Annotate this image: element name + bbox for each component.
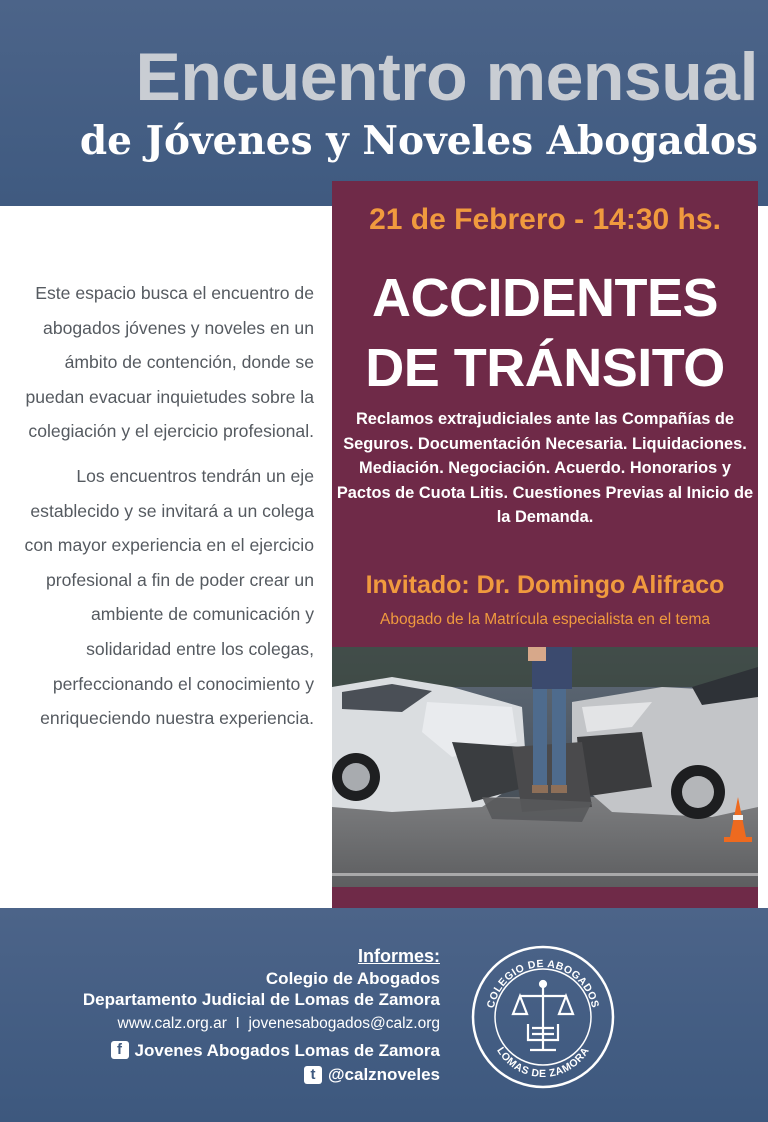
twitter-icon: t: [304, 1066, 322, 1084]
event-topic-line-2: DE TRÁNSITO: [365, 338, 725, 398]
twitter-row[interactable]: [83, 1064, 440, 1086]
car-crash-illustration: [332, 647, 758, 887]
intro-text: [22, 276, 314, 736]
informes-label: Informes:: [357, 946, 440, 966]
intro-paragraph-2: Los encuentros tendrán un eje establecido y se invitará a un colega con mayor experiencia en el ejercicio profesional a fin de poder crear un ambiente de comunicación y solidaridad entre los colegas, perfeccionando el conocimiento y enriqueciendo nuestra experiencia.: [24, 465, 314, 729]
separator: I: [235, 1014, 240, 1032]
logo-bottom-text: LOMAS DE ZAMORA: [494, 1045, 592, 1081]
page-subtitle: de Jóvenes y Noveles Abogados: [79, 118, 758, 164]
org-name: Colegio de Abogados: [265, 968, 440, 988]
event-guest: Invitado: Dr. Domingo Alifraco: [365, 571, 725, 599]
colegio-abogados-logo: [470, 944, 616, 1090]
email-link[interactable]: jovenesabogados@calz.org: [248, 1014, 440, 1032]
event-date: 21 de Febrero - 14:30 hs.: [369, 203, 721, 236]
contact-info: [83, 946, 440, 1086]
twitter-handle: @calznoveles: [327, 1065, 440, 1084]
facebook-icon: f: [111, 1041, 129, 1059]
event-topic: [332, 263, 758, 403]
page-title: Encuentro mensual: [135, 39, 758, 115]
event-topic-line-1: ACCIDENTES: [371, 268, 719, 328]
website-link[interactable]: www.calz.org.ar: [117, 1014, 227, 1032]
org-department: Departamento Judicial de Lomas de Zamora: [82, 990, 440, 1009]
intro-paragraph-1: Este espacio busca el encuentro de abogados jóvenes y noveles en un ámbito de contención, donde se puedan evacuar inquietudes sobre la colegiación y el ejercicio profesional.: [25, 283, 314, 442]
car-crash-photo: [332, 647, 758, 887]
facebook-handle: Jovenes Abogados Lomas de Zamora: [134, 1040, 440, 1060]
event-guest-subtitle: Abogado de la Matrícula especialista en el tema: [379, 611, 710, 628]
logo-top-text: COLEGIO DE ABOGADOS: [484, 957, 602, 1010]
event-description: Reclamos extrajudiciales ante las Compañías de Seguros. Documentación Necesaria. Liquidaciones. Mediación. Negociación. Acuerdo. Honorarios y Pactos de Cuota Litis. Cuestiones Previas al Inicio de la Demanda.: [336, 410, 754, 527]
facebook-row[interactable]: [83, 1040, 440, 1062]
event-panel: [332, 181, 758, 919]
footer-banner: [0, 908, 768, 1122]
web-contact: [83, 1011, 440, 1037]
header-banner: [0, 0, 768, 206]
scales-icon: [513, 981, 573, 1050]
